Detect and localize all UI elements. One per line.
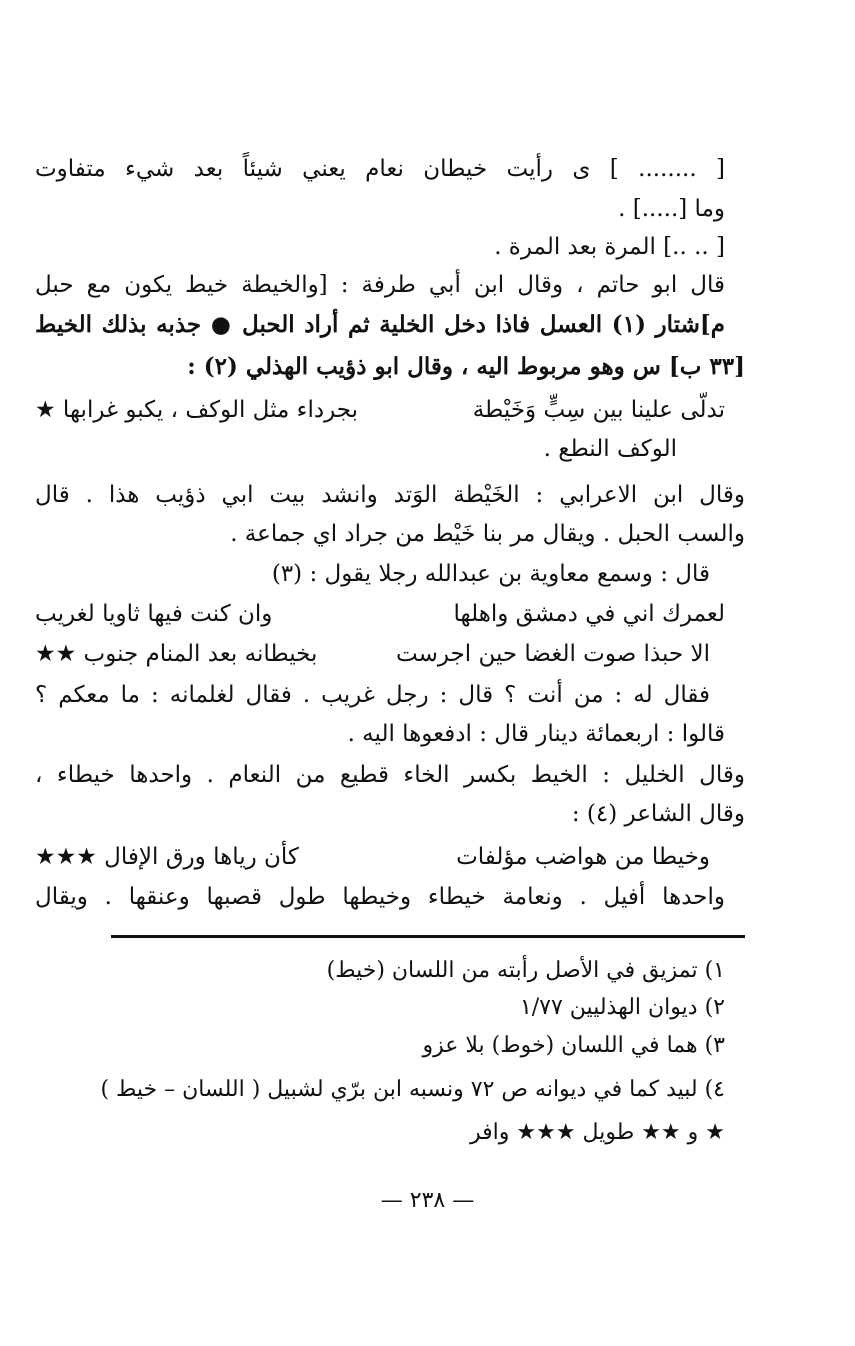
- verse-2-line-1: [35, 597, 725, 631]
- footnote-4: ٤) لبيد كما في ديوانه ص ٧٢ ونسبه ابن برّي لشبيل ( اللسان – خيط ): [100, 1077, 725, 1102]
- verse-2-line-1-second: وان كنت فيها ثاويا لغريب: [35, 601, 273, 627]
- verse-3-second-hemistich: كأن رياها ورق الإفال ★★★: [35, 844, 299, 870]
- para3-line-4: وقال الشاعر (٤) :: [571, 801, 745, 827]
- footnote-2: ٢) ديوان الهذليين ١/٧٧: [519, 995, 725, 1020]
- footnote-meter-legend: ★ و ★★ طويل ★★★ وافر: [470, 1120, 725, 1145]
- page-number: — ٢٣٨ —: [380, 1188, 475, 1213]
- footnote-3: ٣) هما في اللسان (خوط) بلا عزو: [422, 1033, 725, 1058]
- verse-1-first-hemistich: تدلّى علينا بين سِبٍّ وَخَيْطة: [472, 397, 725, 423]
- footnote-1: ١) تمزيق في الأصل رأبته من اللسان (خيط): [326, 958, 725, 983]
- text-line-6: [٣٣ ب] س وهو مربوط اليه ، وقال ابو ذؤيب الهذلي (٢) :: [187, 353, 745, 380]
- text-line-4: قال ابو حاتم ، وقال ابن أبي طرفة : [والخيطة خيط يكون مع حبل: [35, 272, 725, 298]
- verse-2-line-2-first: الا حبذا صوت الغضا حين اجرست: [395, 641, 710, 667]
- text-line-3: [ .. ..] المرة بعد المرة .: [494, 234, 725, 260]
- para2-line-1: وقال ابن الاعرابي : الخَيْطة الوَتد وانشد بيت ابي ذؤيب هذا . قال: [35, 482, 745, 508]
- verse-1: [35, 393, 725, 427]
- verse-2-line-2: [35, 637, 710, 671]
- text-line-1: [ ........ ] ى رأيت خيطان نعام يعني شيئاً بعد شيء متفاوت: [35, 156, 725, 182]
- verse-3-first-hemistich: وخيطا من هواضب مؤلفات: [456, 844, 710, 870]
- para4-line: واحدها أفيل . ونعامة خيطاء وخيطها طول قصبها وعنقها . ويقال: [35, 884, 725, 910]
- para3-line-3: وقال الخليل : الخيط بكسر الخاء قطيع من النعام . واحدها خيطاء ،: [35, 762, 745, 788]
- text-line-5: م]شتار (١) العسل فاذا دخل الخلية ثم أراد الحبل ● جذبه بذلك الخيط: [35, 311, 726, 338]
- verse-1-second-hemistich: بجرداء مثل الوكف ، يكبو غرابها ★: [35, 397, 359, 423]
- text-line-2: وما [.....] .: [618, 196, 725, 222]
- verse-2-line-1-first: لعمرك اني في دمشق واهلها: [453, 601, 725, 627]
- verse-2-line-2-second: بخيطانه بعد المنام جنوب ★★: [35, 641, 318, 667]
- para3-line-2: قالوا : اربعمائة دينار قال : ادفعوها اليه .: [347, 721, 725, 747]
- verse-1-gloss: الوكف النطع .: [543, 436, 677, 462]
- para3-line-1: فقال له : من أنت ؟ قال : رجل غريب . فقال لغلمانه : ما معكم ؟: [35, 682, 710, 708]
- verse-3: [35, 840, 710, 874]
- para2-line-3: قال : وسمع معاوية بن عبدالله رجلا يقول : (٣): [271, 561, 710, 587]
- para2-line-2: والسب الحبل . ويقال مر بنا خَيْط من جراد اي جماعة .: [230, 521, 745, 547]
- footnote-divider: [111, 935, 745, 938]
